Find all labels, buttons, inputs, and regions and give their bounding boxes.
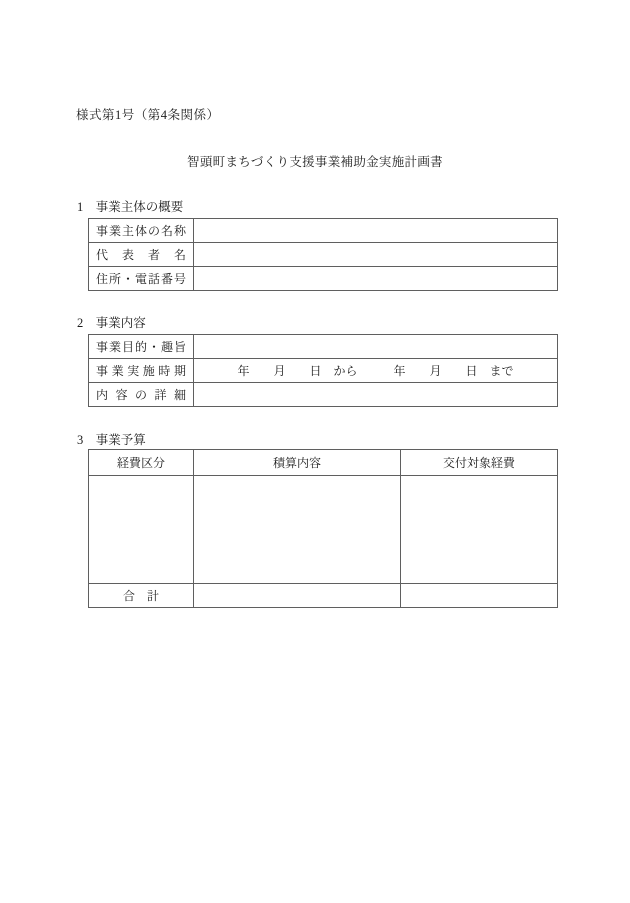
table-row [89,219,558,243]
section-1-heading: 1 事業主体の概要 [77,200,184,214]
representative-name-value [194,243,558,267]
budget-header-row [89,450,558,476]
purpose-label: 事業目的・趣旨 [89,335,194,359]
entity-name-value [194,219,558,243]
budget-column-details: 積算内容 [194,450,401,476]
section-3-heading: 3 事業予算 [77,433,146,447]
business-entity-table [88,218,558,291]
budget-body-row [89,476,558,584]
budget-total-details [194,584,401,608]
period-label: 事業実施時期 [89,359,194,383]
budget-total-label: 合 計 [89,584,194,608]
form-number: 様式第1号（第4条関係） [76,108,220,122]
table-row [89,267,558,291]
budget-details-cell [194,476,401,584]
details-value [194,383,558,407]
table-row [89,243,558,267]
budget-column-category: 経費区分 [89,450,194,476]
business-content-table [88,334,558,407]
representative-name-label: 代表者名 [89,243,194,267]
budget-column-amount: 交付対象経費 [401,450,558,476]
business-budget-table [88,449,558,608]
table-row [89,335,558,359]
section-2-heading: 2 事業内容 [77,316,146,330]
details-label: 内容の詳細 [89,383,194,407]
table-row [89,383,558,407]
budget-amount-cell [401,476,558,584]
table-row [89,359,558,383]
entity-name-label: 事業主体の名称 [89,219,194,243]
budget-total-amount [401,584,558,608]
period-value: 年 月 日 から 年 月 日 まで [194,359,558,383]
budget-category-cell [89,476,194,584]
address-phone-label: 住所・電話番号 [89,267,194,291]
document-title: 智頭町まちづくり支援事業補助金実施計画書 [187,155,443,169]
address-phone-value [194,267,558,291]
budget-total-row [89,584,558,608]
purpose-value [194,335,558,359]
